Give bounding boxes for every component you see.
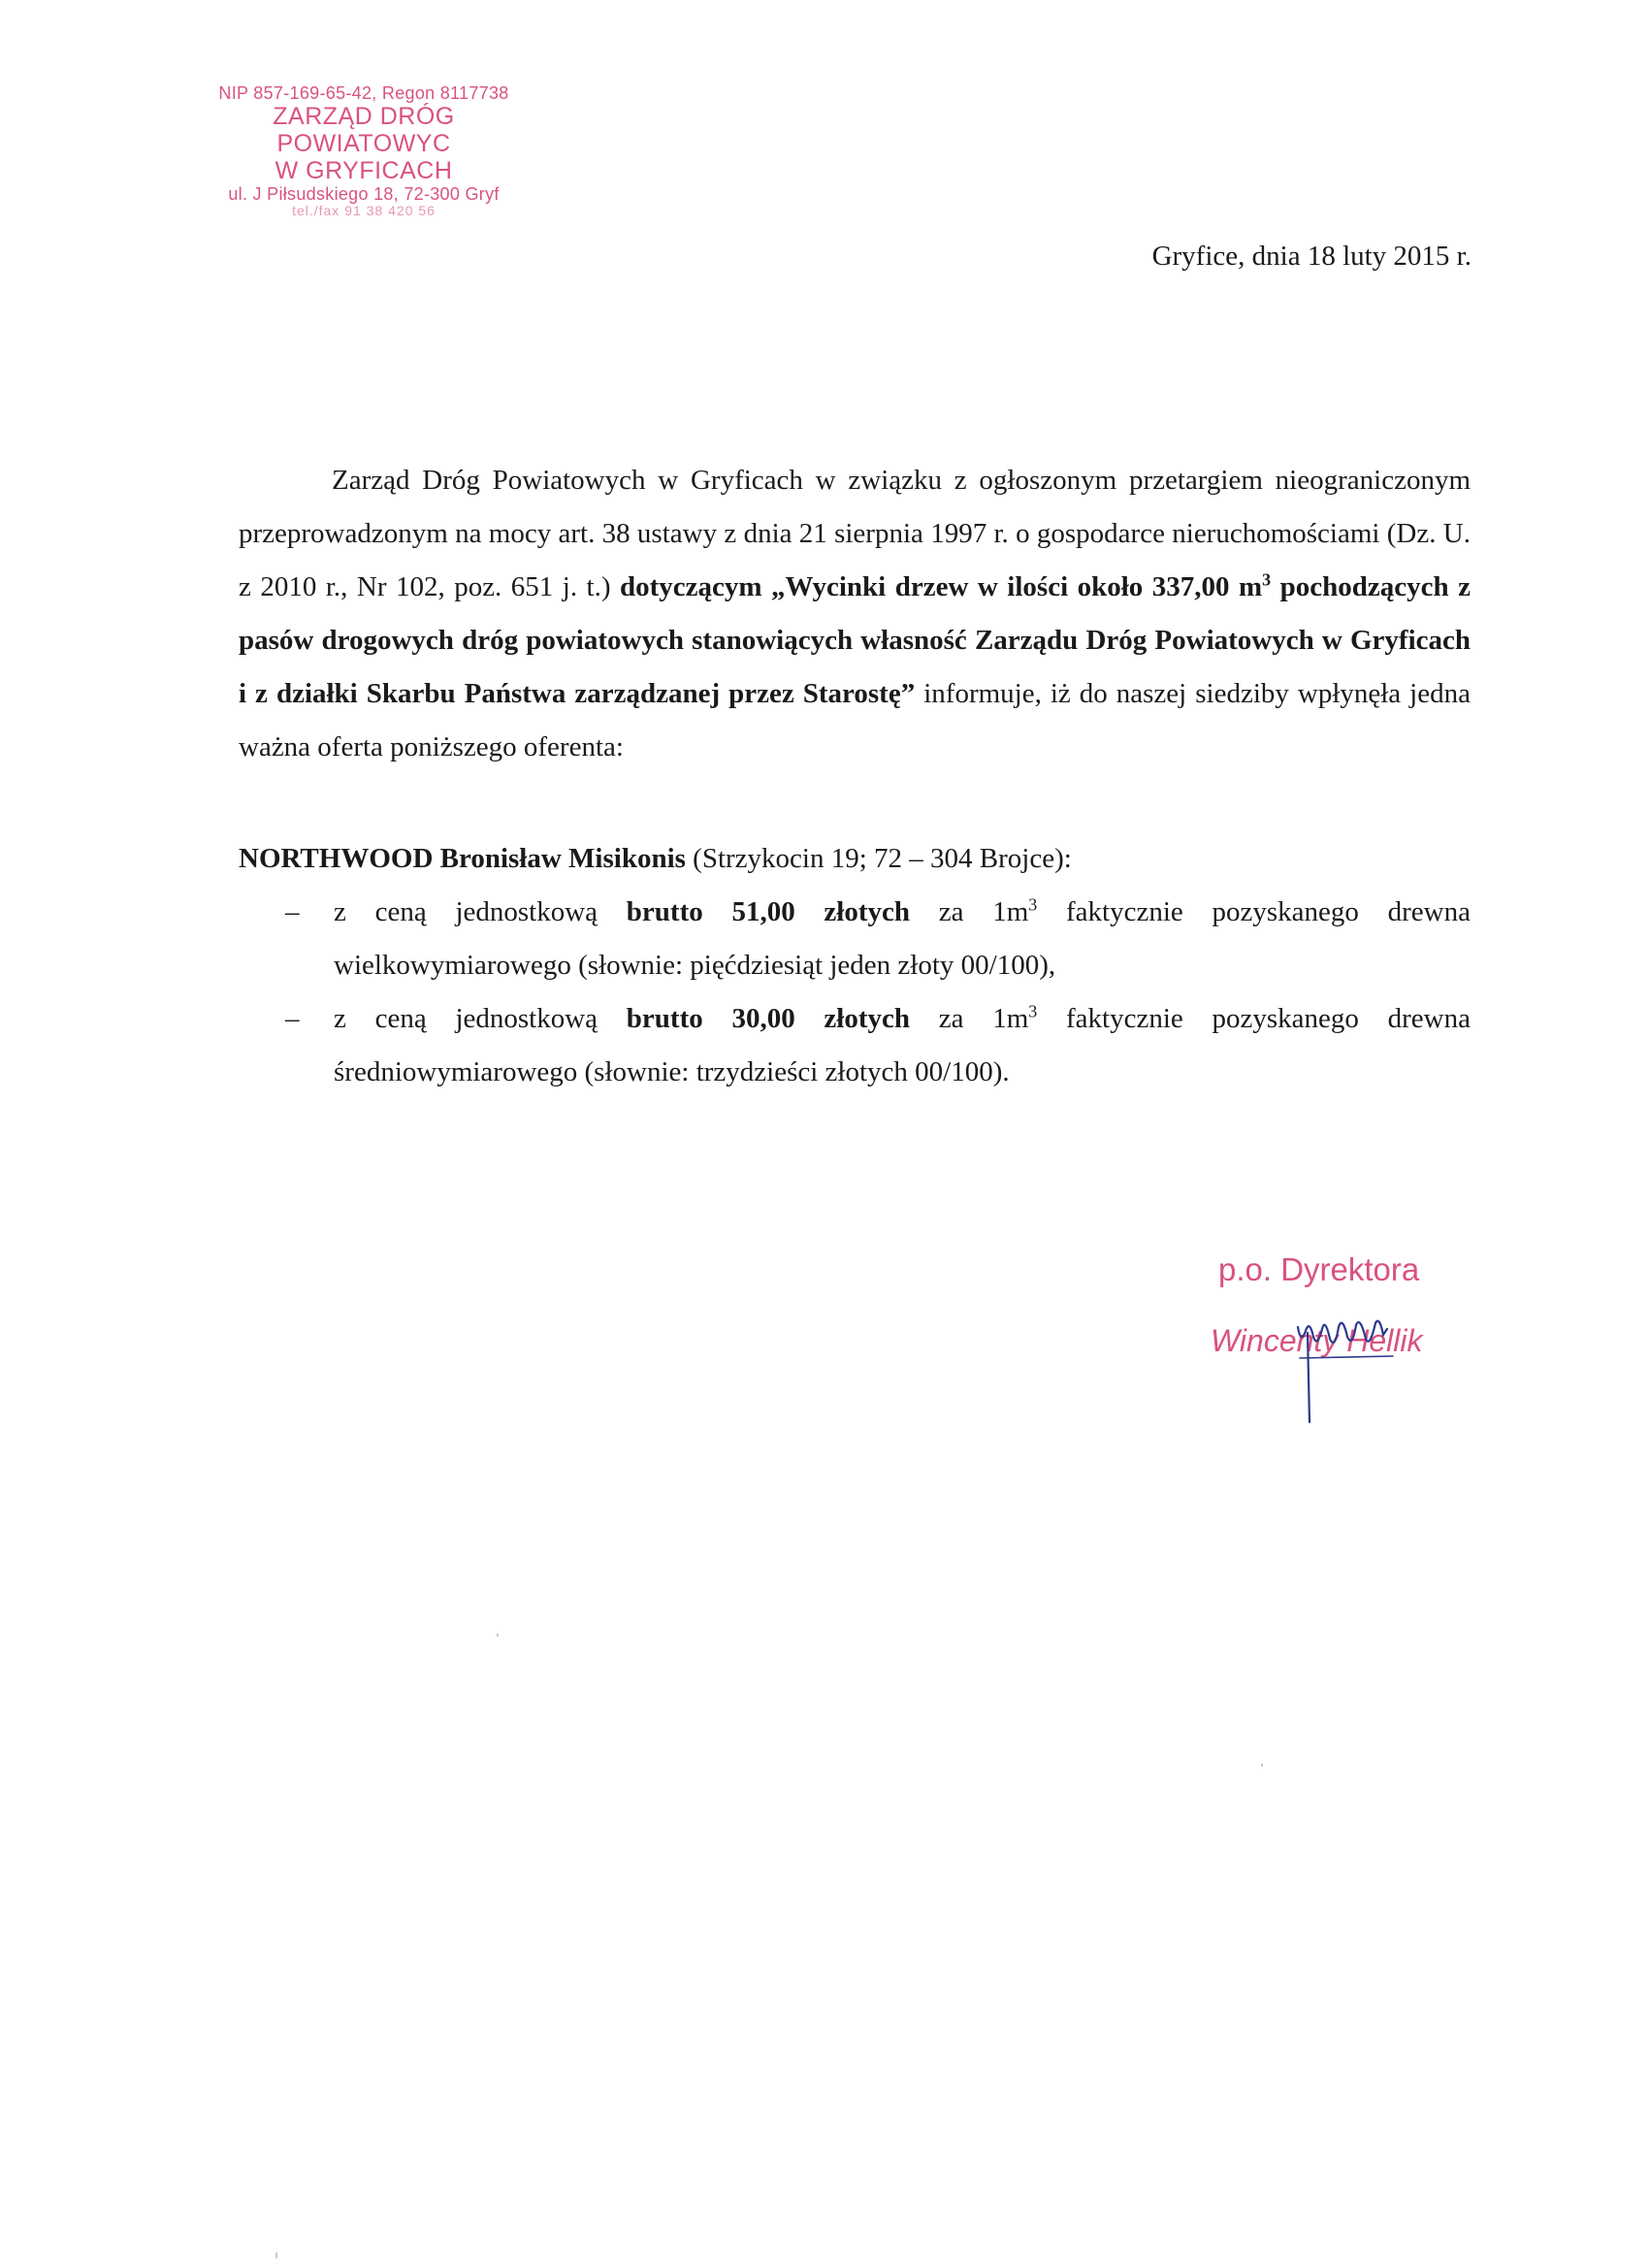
list-item [239, 992, 1471, 1099]
signature-block [1201, 1240, 1492, 1434]
bidder-line [239, 832, 1471, 886]
stamp-org-city: W GRYFICACH [275, 157, 453, 185]
tender-title-part1: dotyczącym „Wycinki drzew w ilości około 337,00 m [620, 571, 1263, 602]
letter-date: Gryfice, dnia 18 luty 2015 r. [1151, 241, 1471, 272]
signatory-name: Wincenty Hellik [1211, 1323, 1423, 1358]
stamp-tax-ids: NIP 857-169-65-42, Regon 8117738 [218, 83, 509, 103]
offer-price: brutto 51,00 złotych [626, 896, 911, 927]
offer-list [239, 886, 1471, 1099]
offer-unit-superscript: 3 [1028, 894, 1038, 915]
offer-description: faktycznie pozyskanego drewna wielkowymiarowego (słownie: pięćdziesiąt jeden złoty 00/100), [334, 896, 1471, 981]
tender-title-part2: pochodzących z pasów drogowych dróg powiatowych stanowiących własność Zarządu Dróg Powiatowych w Gryficach i z działki Skarbu Państwa zarządzanej przez Starostę” [239, 571, 1471, 709]
signatory-title: p.o. Dyrektora [1218, 1251, 1420, 1287]
offer-prefix: z ceną jednostkową [334, 1003, 627, 1034]
scan-mark [275, 2252, 277, 2258]
bidder-address: (Strzykocin 19; 72 – 304 Brojce): [685, 843, 1072, 874]
list-item [239, 886, 1471, 992]
stamp-phone: tel./fax 91 38 420 56 [292, 203, 436, 219]
intro-paragraph [239, 454, 1471, 774]
offer-unit-superscript: 3 [1028, 1001, 1038, 1021]
letter-body [239, 454, 1471, 1099]
stamp-org-name: ZARZĄD DRÓG POWIATOWYC [273, 103, 455, 158]
offer-price: brutto 30,00 złotych [626, 1003, 911, 1034]
stamp-address: ul. J Piłsudskiego 18, 72-300 Gryf [228, 184, 500, 205]
offer-prefix: z ceną jednostkową [334, 896, 627, 927]
organization-stamp [189, 83, 538, 219]
handwritten-signature [1240, 1288, 1453, 1434]
dash-bullet: – [285, 896, 300, 927]
scan-mark [1261, 1764, 1263, 1766]
offer-unit: za 1m [910, 1003, 1029, 1034]
offer-description: faktycznie pozyskanego drewna średniowymiarowego (słownie: trzydzieści złotych 00/100). [334, 1003, 1471, 1087]
scan-mark [497, 1634, 499, 1636]
intro-text: Zarząd Dróg Powiatowych w Gryficach w związku z ogłoszonym przetargiem nieograniczonym przeprowadzonym na mocy art. 38 ustawy z dnia 21 sierpnia 1997 r. o gospodarce nieruchomościami (Dz. U. z 2010 r., Nr 102, poz. 651 j. t.) [239, 465, 1471, 602]
bidder-name: NORTHWOOD Bronisław Misikonis [239, 843, 686, 874]
cubic-superscript: 3 [1262, 569, 1272, 590]
intro-conclusion: informuje, iż do naszej siedziby wpłynęła jedna ważna oferta poniższego oferenta: [239, 678, 1471, 762]
dash-bullet: – [285, 1003, 300, 1034]
offer-unit: za 1m [910, 896, 1029, 927]
